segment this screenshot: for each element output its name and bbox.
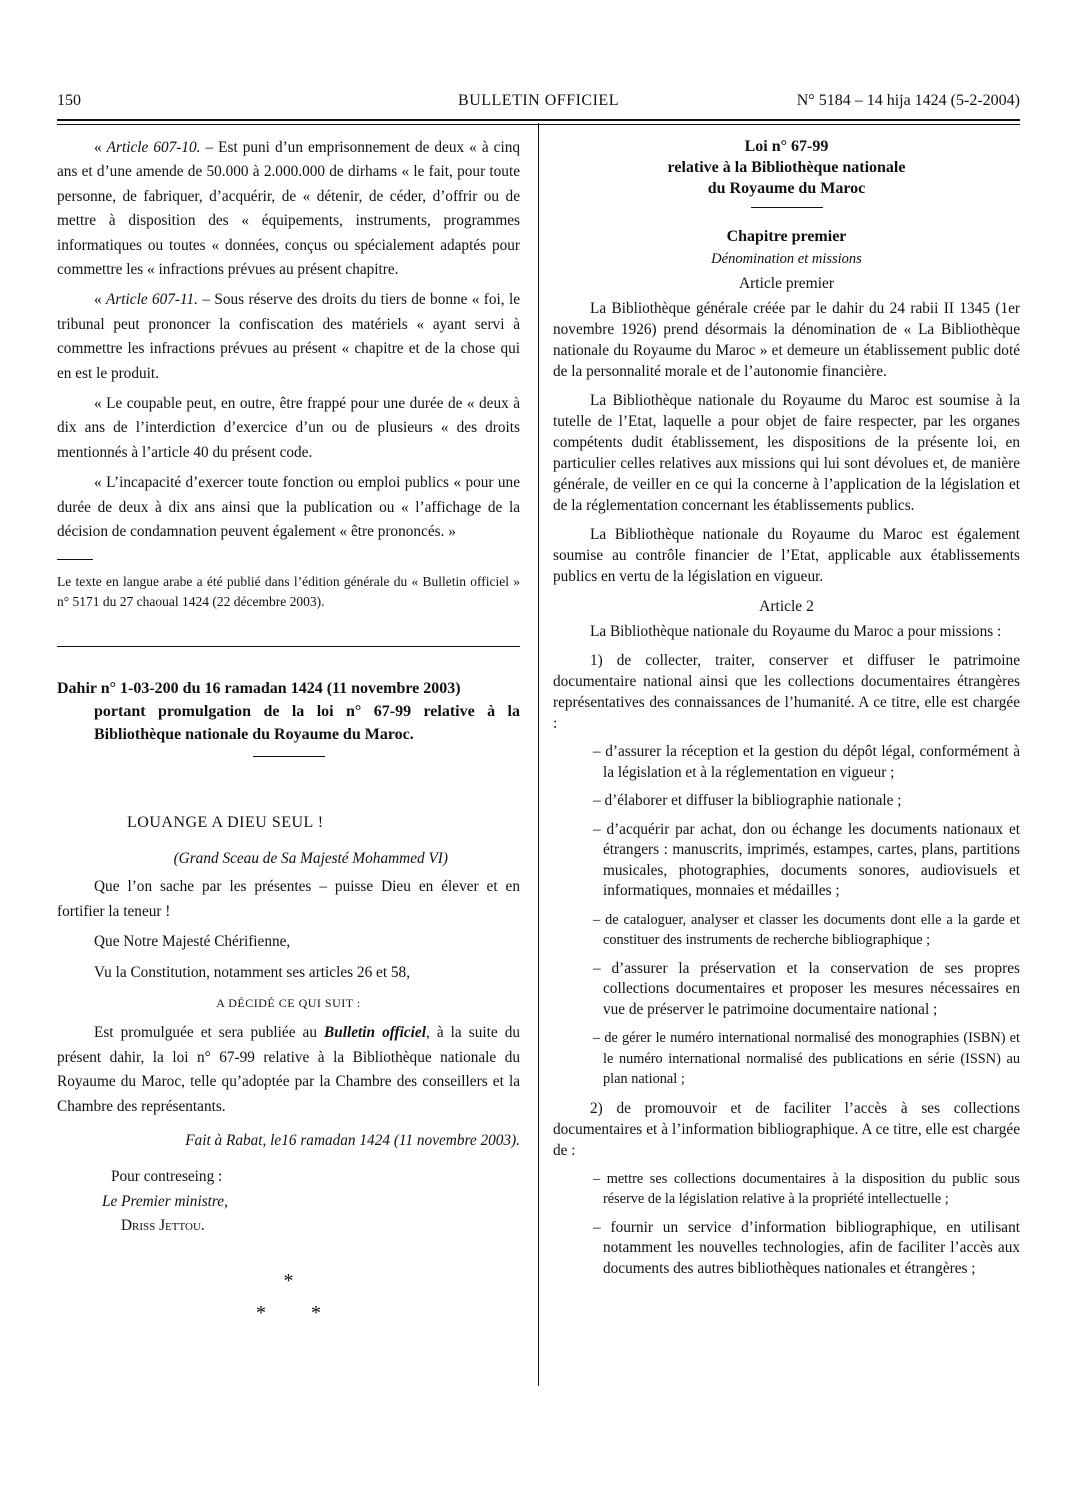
page-header (57, 92, 1020, 116)
list-item: – fournir un service d’information bibliographique, en utilisant notamment les nouvelles technologies, afin de faciliter l’accès aux documents des autres bibliothèques nationales et étrangères ; (593, 1218, 1020, 1277)
article-2-mission-1: 1) de collecter, traiter, conserver et diffuser le patrimoine documentaire national ainsi que les collections documentaires étrangères représentatives des connaissances de l’humanité. A ce titre, elle est chargée : (553, 652, 1020, 732)
section-separator (57, 646, 520, 647)
article-607-10: « Article 607-10. – Est puni d’un emprisonnement de deux « à cinq ans et d’une amende de 50.000 à 2.000.000 de dirhams « le fait, pour toute personne, de fabriquer, d’acquérir, de « détenir, de céder, d’offrir ou de mettre à disposition des « équipements, instruments, programmes informatiques ou toutes « données, conçus ou spécialement adaptés pour commettre les « infractions prévues au présent chapitre. (57, 139, 520, 279)
law-title-line-3: du Royaume du Maroc (707, 180, 866, 197)
list-item: – de gérer le numéro international normalisé des monographies (ISBN) et le numéro international normalisé des publications en série (ISSN) au plan national ; (593, 1030, 1020, 1087)
page-number: 150 (57, 92, 81, 109)
promulguee-part-1: Est promulguée et sera publiée au (94, 1024, 325, 1042)
law-title-line-1: Loi n° 67-99 (744, 138, 829, 155)
mission-2-list (553, 1169, 1020, 1280)
signatory-name: Driss Jettou. (121, 1217, 205, 1235)
column-divider (538, 123, 539, 1386)
paragraph-promulguee (57, 1021, 520, 1119)
chapter-heading: Chapitre premier (726, 228, 847, 245)
invocation: LOUANGE A DIEU SEUL ! (127, 813, 324, 831)
article-1-paragraph-2: La Bibliothèque nationale du Royaume du Maroc est soumise à la tutelle de l’Etat, laquelle a pour objet de faire respecter, par les organes compétents dudit établissement, les dispositions de la présente loi, en particulier celles relatives aux missions qui lui sont dévolues et, de manière générale, de veiller en ce qui la concerne à l’application de la législation et de la réglementation concernant les établissements publics. (553, 392, 1020, 514)
article-2-body (553, 621, 1020, 1279)
article-2-mission-2: 2) de promouvoir et de faciliter l’accès à ses collections documentaires et à l’information bibliographique. A ce titre, elle est chargée de : (553, 1099, 1020, 1159)
grand-seal: (Grand Sceau de Sa Majesté Mohammed VI) (173, 849, 448, 867)
article-1-paragraph-3: La Bibliothèque nationale du Royaume du Maroc est également soumise au contrôle financier de l’Etat, applicable aux établissements publics en vertu de la législation en vigueur. (553, 526, 1020, 585)
header-rule (57, 119, 1020, 121)
issue-info: N° 5184 – 14 hija 1424 (5-2-2004) (796, 92, 1020, 109)
article-607-11-text: – Sous réserve des droits du tiers de bonne « foi, le tribunal peut prononcer la confiscation des matériels « ayant servi à commettre les infractions prévues au présent « chapitre et de la chose qui en est le produit. (57, 291, 520, 382)
promulguee-bulletin: Bulletin officiel (324, 1024, 426, 1042)
article-1-body (553, 298, 1020, 587)
article-2-intro: La Bibliothèque nationale du Royaume du Maroc a pour missions : (590, 623, 1002, 640)
paragraph-sache: Que l’on sache par les présentes – puisse Dieu en élever et en fortifier la teneur ! (57, 878, 520, 920)
dahir-title-rule (253, 756, 325, 757)
note-separator (57, 559, 93, 560)
chapter-subtitle: Dénomination et missions (711, 251, 862, 267)
article-607-10-text: – Est puni d’un emprisonnement de deux « à cinq ans et d’une amende de 50.000 à 2.000.000 de dirhams « le fait, pour toute personne, de fabriquer, d’acquérir, de « détenir, de céder, d’offrir ou de mettre à disposition des « équipements, instruments, programmes informatiques ou toutes « données, conçus ou spécialement adaptés pour commettre les « infractions prévues au présent chapitre. (57, 139, 520, 279)
dahir-title-line-2: portant promulgation de la loi n° 67-99 relative à la Bibliothèque nationale du Royaume du Maroc. (94, 702, 520, 743)
premier-ministre-label: Le Premier ministre, (102, 1192, 228, 1210)
article-2-heading: Article 2 (759, 598, 814, 615)
list-item: – mettre ses collections documentaires à la disposition du public sous réserve de la législation relative à la propriété intellectuelle ; (593, 1170, 1020, 1207)
paragraph-majeste: Que Notre Majesté Chérifienne, (94, 933, 291, 951)
left-column (57, 136, 520, 1329)
mission-1-list (553, 742, 1020, 1090)
paragraph-incapacite: « L’incapacité d’exercer toute fonction ou emploi publics « pour une durée de deux à dix ans ainsi que la publication ou « l’affichage de la décision de condamnation peuvent également « être prononcés. » (57, 474, 520, 541)
promulguee-part-2: , à la suite du présent dahir, la loi n° 67-99 relative à la Bibliothèque nationale du Royaume du Maroc, telle qu’adoptée par la Chambre des conseillers et la Chambre des représentants. (57, 1024, 520, 1115)
article-607-10-label: Article 607-10. (106, 139, 201, 156)
contreseing-label: Pour contreseing : (111, 1168, 223, 1186)
law-title (553, 136, 1020, 199)
paragraph-coupable: « Le coupable peut, en outre, être frappé pour une durée de « deux à dix ans de l’interdiction d’exercice d’un ou de plusieurs « des droits mentionnés à l’article 40 du présent code. (57, 395, 520, 461)
article-607-11-label: Article 607-11. (106, 291, 199, 309)
dahir-title (57, 677, 520, 746)
end-asterism (57, 1265, 520, 1329)
article-1-heading: Article premier (738, 275, 835, 292)
decide-heading: A DÉCIDÉ CE QUI SUIT : (216, 995, 361, 1010)
article-1-paragraph-1: La Bibliothèque générale créée par le dahir du 24 rabii II 1345 (1er novembre 1926) prend désormais la dénomination de « La Bibliothèque nationale du Royaume du Maroc » et demeure un établissement public doté de la personnalité morale et de l’autonomie financière. (553, 300, 1020, 380)
law-title-line-2: relative à la Bibliothèque nationale (667, 159, 906, 176)
article-607-11: « Article 607-11. – Sous réserve des droits du tiers de bonne « foi, le tribunal peut prononcer la confiscation des matériels « ayant servi à commettre les infractions prévues au présent « chapitre et de la chose qui en est le produit. (57, 291, 520, 382)
list-item: – d’assurer la réception et la gestion du dépôt légal, conformément à la législation et à la réglementation en vigueur ; (593, 743, 1020, 781)
right-column (553, 136, 1020, 1287)
list-item: – d’acquérir par achat, don ou échange les documents nationaux et étrangers : manuscrits, imprimés, estampes, cartes, plans, partitions musicales, photographies, documents sonores, audiovisuels et informatiques, monnaies et médailles ; (593, 820, 1020, 899)
dahir-title-line-1: Dahir n° 1-03-200 du 16 ramadan 1424 (11 novembre 2003) (57, 679, 461, 697)
asterism-top-star: * (283, 1269, 294, 1292)
list-item: – d’élaborer et diffuser la bibliographie nationale ; (593, 792, 902, 809)
law-title-rule (751, 207, 823, 208)
paragraph-vu: Vu la Constitution, notamment ses articles 26 et 58, (94, 963, 411, 981)
publication-title: BULLETIN OFFICIEL (458, 92, 619, 109)
list-item: – d’assurer la préservation et la conservation de ses propres collections documentaires et proposer les mesures nécessaires en vue de préserver le patrimoine documentaire national ; (593, 959, 1020, 1018)
asterism-bottom-stars: * * (256, 1301, 341, 1324)
publication-note: Le texte en langue arabe a été publié dans l’édition générale du « Bulletin officiel » n° 5171 du 27 chaoual 1424 (22 décembre 2003). (57, 573, 520, 609)
list-item: – de cataloguer, analyser et classer les documents dont elle a la garde et constituer des instruments de recherche bibliographique ; (593, 911, 1020, 948)
fait-a-rabat: Fait à Rabat, le16 ramadan 1424 (11 novembre 2003). (185, 1131, 520, 1149)
